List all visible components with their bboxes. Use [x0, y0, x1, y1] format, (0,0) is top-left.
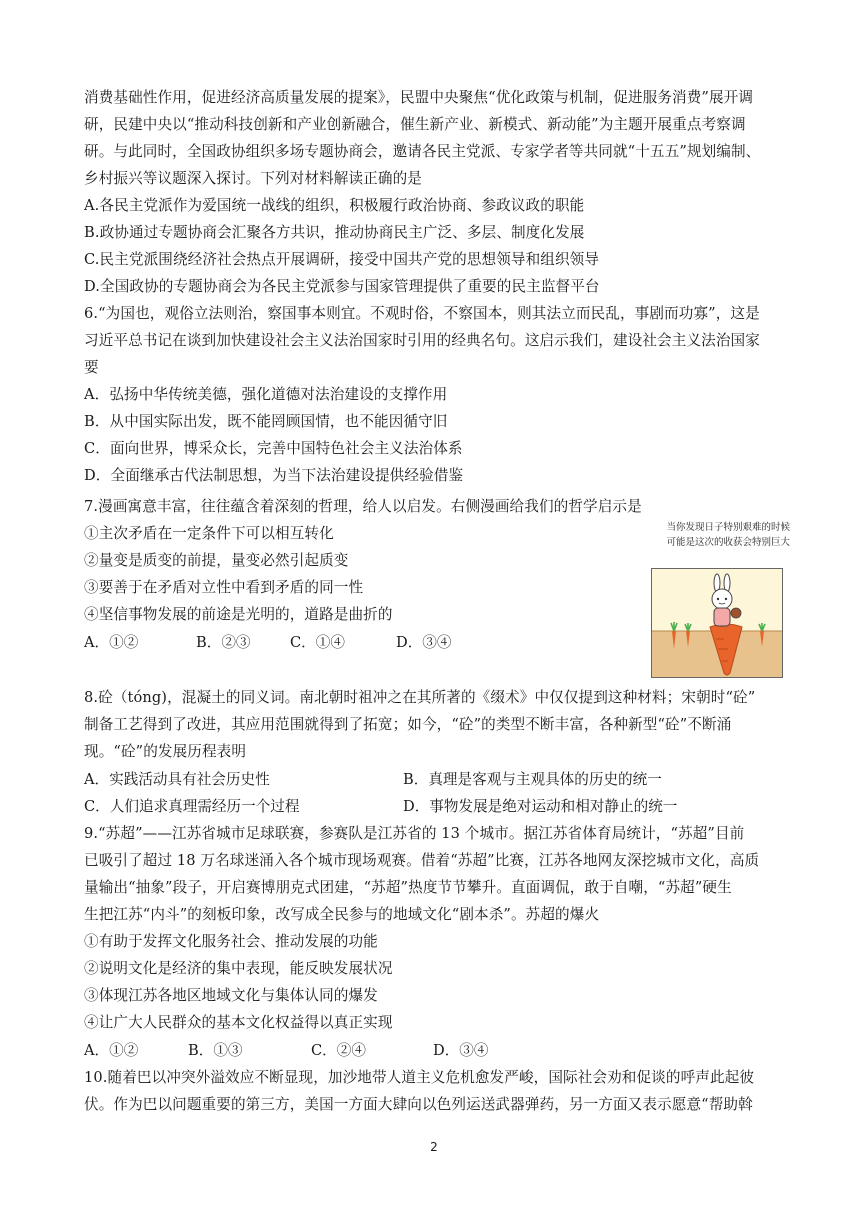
q7-option-d: D．③④: [396, 634, 452, 651]
comic-caption: [650, 520, 790, 550]
option-line: C．面向世界，博采众长，完善中国特色社会主义法治体系: [84, 440, 463, 457]
statement-line: ③体现江苏各地区地域文化与集体认同的爆发: [84, 987, 378, 1004]
statement-line: ④坚信事物发展的前途是光明的，道路是曲折的: [84, 606, 393, 623]
text-line: 制备工艺得到了改进，其应用范围就得到了拓宽；如今，“砼”的类型不断丰富，各种新型“砼”不断涌: [84, 716, 732, 733]
option-line: D．全面继承古代法制思想，为当下法治建设提供经验借鉴: [84, 467, 464, 484]
q9-option-d: D．③④: [433, 1042, 489, 1059]
option-line: A.各民主党派作为爱国统一战线的组织，积极履行政治协商、参政议政的职能: [84, 197, 585, 214]
q9-option-b: B．①③: [188, 1042, 243, 1059]
text-line: 消费基础性作用，促进经济高质量发展的提案》，民盟中央聚焦“优化政策与机制，促进服务消费”展开调: [84, 89, 754, 106]
page-number: 2: [430, 1140, 438, 1154]
statement-line: ③要善于在矛盾对立性中看到矛盾的同一性: [84, 579, 364, 596]
question-10: 10.随着巴以冲突外溢效应不断显现，加沙地带人道主义危机愈发严峻，国际社会劝和促谈的呼声此起彼: [84, 1069, 755, 1086]
comic-drawing: [652, 569, 782, 677]
question-9: 9.“苏超”——江苏省城市足球联赛，参赛队是江苏省的 13 个城市。据江苏省体育局统计，“苏超”目前: [84, 825, 745, 842]
statement-line: ②量变是质变的前提，量变必然引起质变: [84, 552, 349, 569]
text-line: 量输出“抽象”段子，开启赛博朋克式团建，“苏超”热度节节攀升。直面调侃，敢于自嘲，“苏超”硬生: [84, 879, 732, 896]
text-line: 已吸引了超过 18 万名球迷涌入各个城市现场观赛。借着“苏超”比赛，江苏各地网友深挖城市文化，高质: [84, 852, 760, 869]
text-line: 乡村振兴等议题深入探讨。下列对材料解读正确的是: [84, 170, 422, 187]
text-line: 习近平总书记在谈到加快建设社会主义法治国家时引用的经典名句。这启示我们，建设社会主义法治国家: [84, 332, 760, 349]
question-6: 6.“为国也，观俗立法则治，察国事本则宜。不观时俗，不察国本，则其法立而民乱，事剧而功寡”，这是: [84, 305, 760, 322]
text-line: 现。“砼”的发展历程表明: [84, 743, 247, 760]
text-line: 要: [84, 359, 99, 376]
q8-option-c: C．人们追求真理需经历一个过程: [84, 798, 300, 815]
option-line: C.民主党派围绕经济社会热点开展调研，接受中国共产党的思想领导和组织领导: [84, 251, 600, 268]
question-8: 8.砼（tóng)，混凝土的同义词。南北朝时祖冲之在其所著的《缀术》中仅仅提到这种材料；宋朝时“砼”: [84, 689, 756, 706]
text-line: 研，民建中央以“推动科技创新和产业创新融合，催生新产业、新模式、新动能”为主题开展重点考察调: [84, 116, 746, 133]
q7-option-a: A．①②: [84, 634, 139, 651]
comic-caption-line: 可能是这次的收获会特别巨大: [666, 537, 790, 548]
q9-option-c: C．②④: [311, 1042, 366, 1059]
q9-option-a: A．①②: [84, 1042, 139, 1059]
statement-line: ①有助于发挥文化服务社会、推动发展的功能: [84, 933, 378, 950]
text-line: 生把江苏“内斗”的刻板印象，改写成全民参与的地域文化“剧本杀”。苏超的爆火: [84, 906, 600, 923]
option-line: D.全国政协的专题协商会为各民主党派参与国家管理提供了重要的民主监督平台: [84, 278, 600, 295]
q7-option-c: C．①④: [290, 634, 345, 651]
q8-option-a: A．实践活动具有社会历史性: [84, 771, 270, 788]
q7-option-b: B．②③: [196, 634, 251, 651]
question-7: 7.漫画寓意丰富，往往蕴含着深刻的哲理，给人以启发。右侧漫画给我们的哲学启示是: [84, 498, 642, 515]
statement-line: ①主次矛盾在一定条件下可以相互转化: [84, 525, 334, 542]
statement-line: ②说明文化是经济的集中表现，能反映发展状况: [84, 960, 393, 977]
option-line: B.政协通过专题协商会汇聚各方共识，推动协商民主广泛、多层、制度化发展: [84, 224, 585, 241]
q8-option-b: B．真理是客观与主观具体的历史的统一: [403, 771, 662, 788]
text-line: 研。与此同时，全国政协组织多场专题协商会，邀请各民主党派、专家学者等共同就“十五五”规划编制、: [84, 143, 761, 160]
text-line: 伏。作为巴以问题重要的第三方，美国一方面大肆向以色列运送武器弹药，另一方面又表示愿意“帮助斡: [84, 1096, 753, 1113]
comic-illustration: [651, 568, 783, 678]
option-line: B．从中国实际出发，既不能罔顾国情，也不能因循守旧: [84, 413, 448, 430]
statement-line: ④让广大人民群众的基本文化权益得以真正实现: [84, 1014, 393, 1031]
option-line: A．弘扬中华传统美德，强化道德对法治建设的支撑作用: [84, 386, 448, 403]
comic-caption-line: 当你发现日子特别艰难的时候: [666, 522, 790, 533]
q8-option-d: D．事物发展是绝对运动和相对静止的统一: [403, 798, 678, 815]
